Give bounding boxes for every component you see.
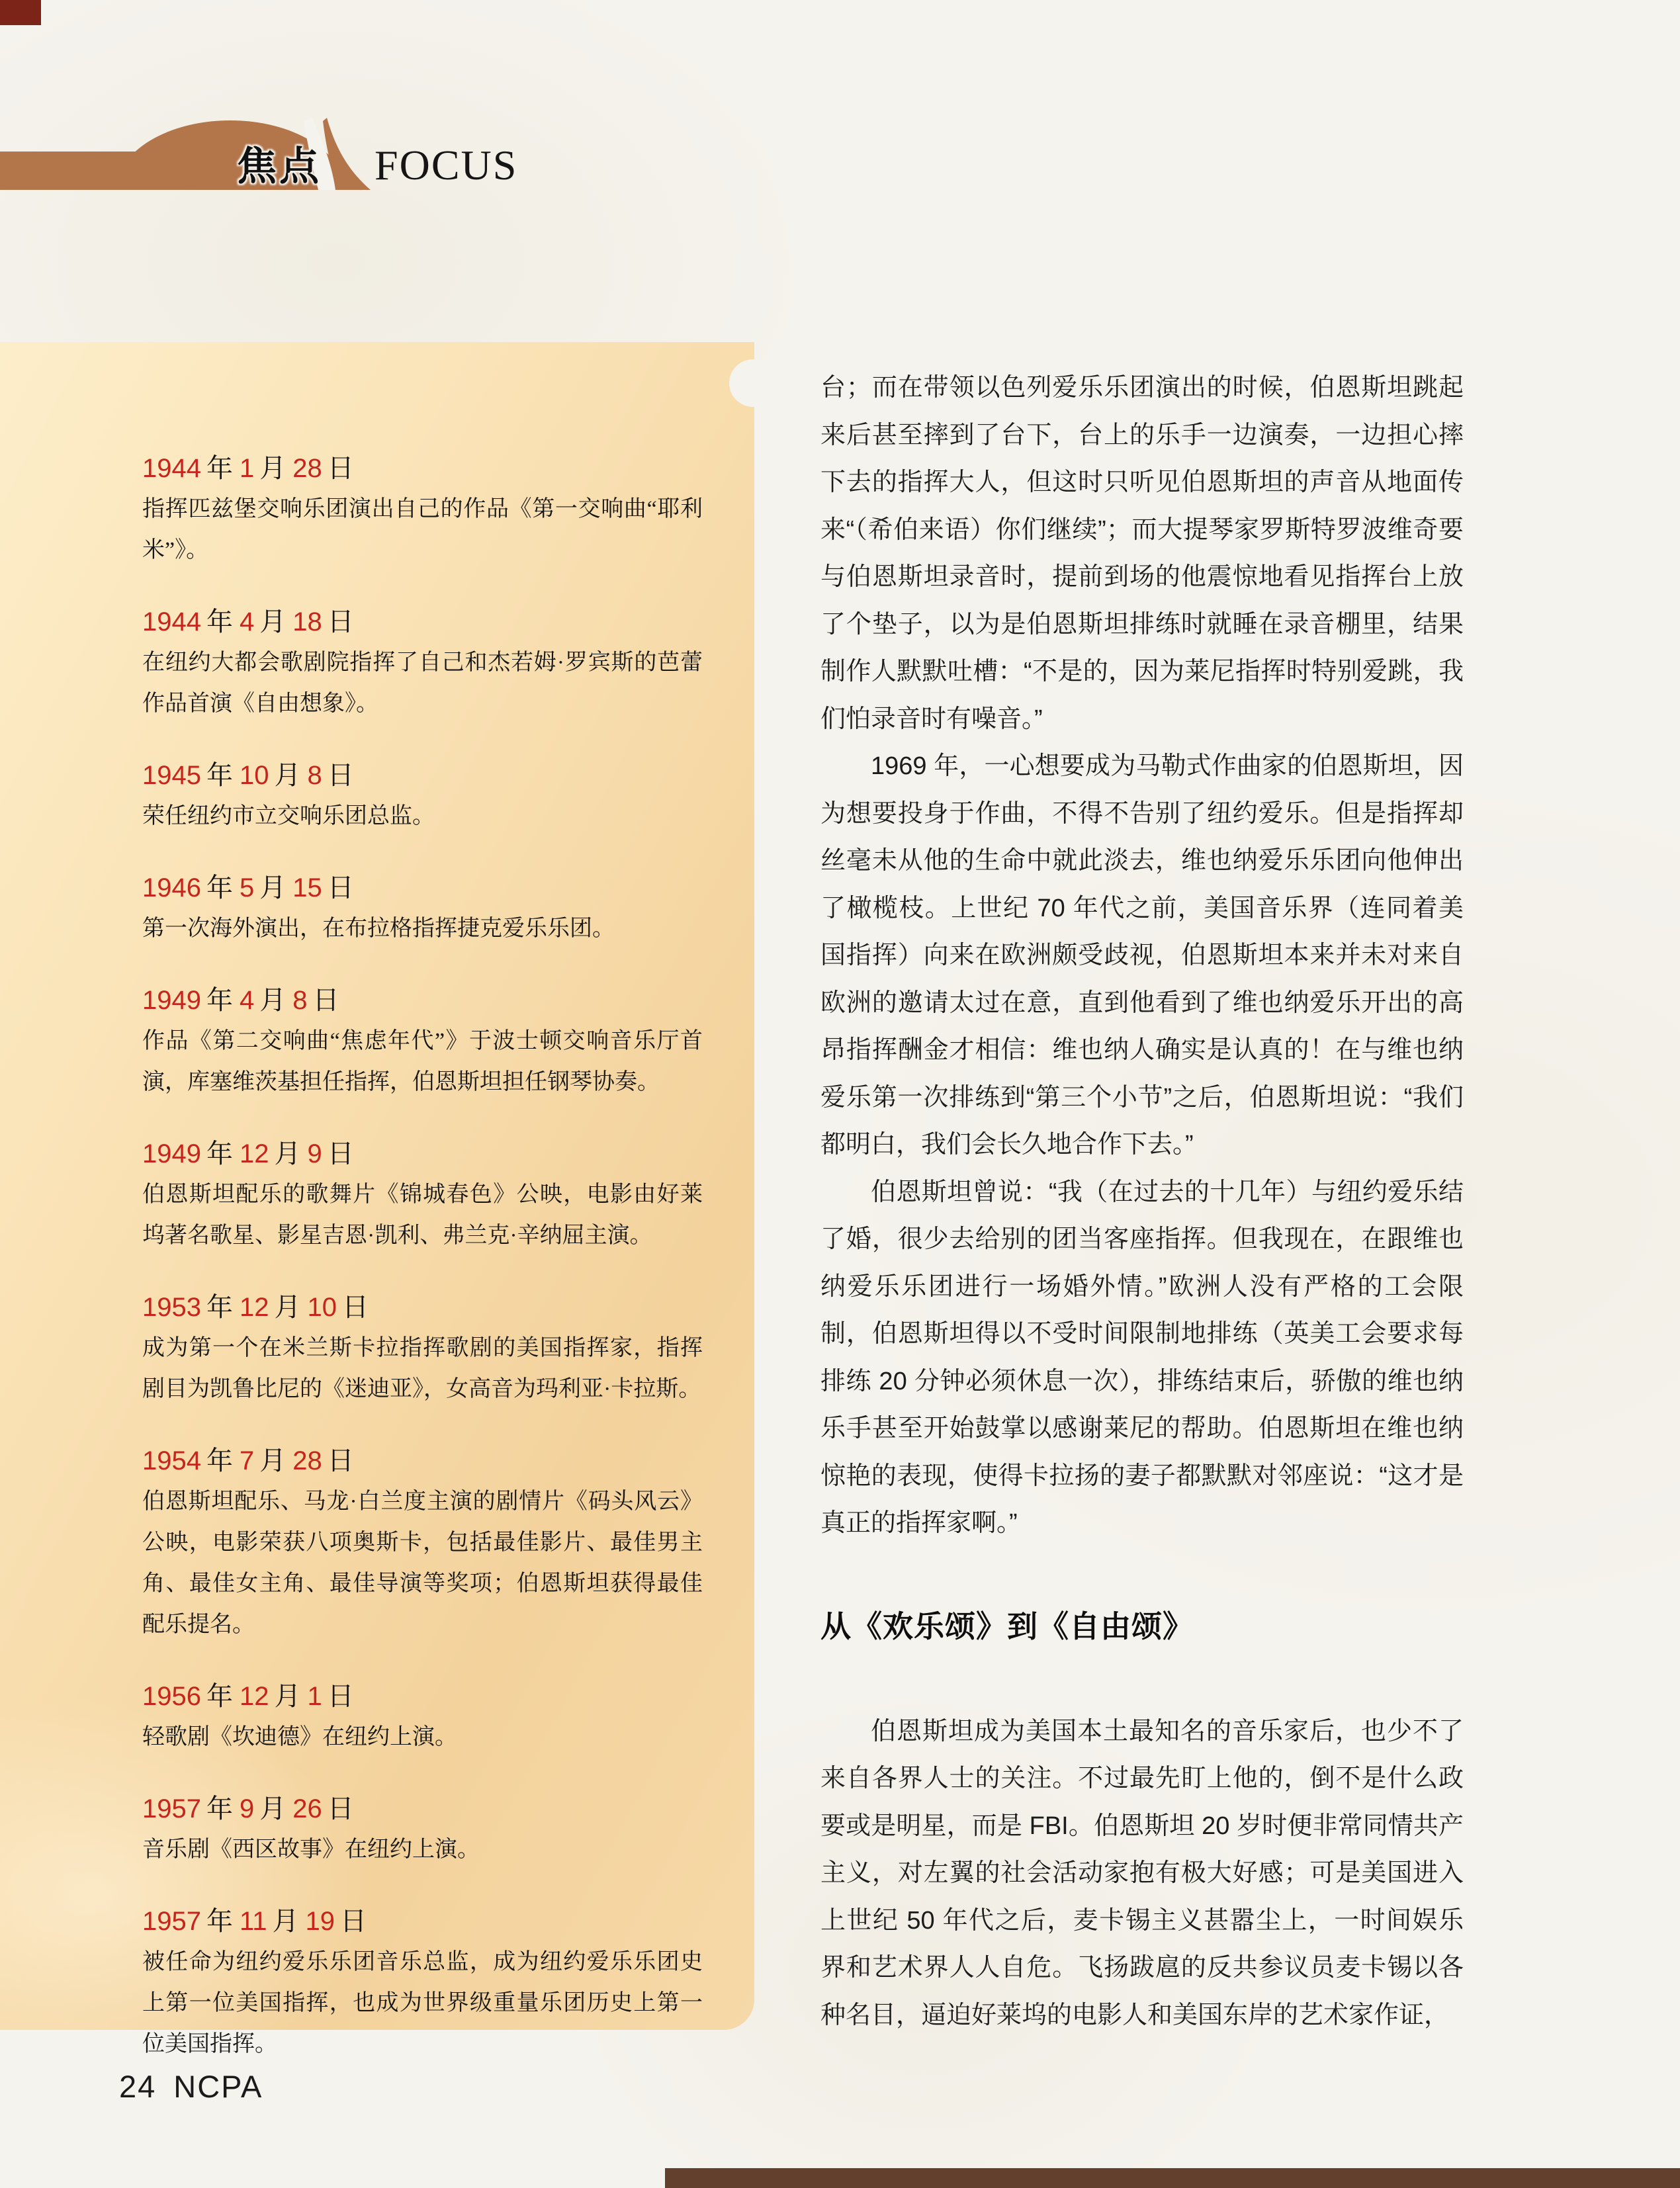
date-segment: 12 bbox=[239, 1293, 269, 1322]
date-segment: 1 bbox=[239, 454, 255, 483]
date-segment: 日 bbox=[341, 1293, 369, 1322]
page-number: 24 bbox=[119, 2069, 157, 2104]
date-segment: 9 bbox=[239, 1794, 255, 1823]
date-segment: 日 bbox=[327, 873, 354, 902]
timeline-entry bbox=[142, 448, 703, 571]
date-segment: 日 bbox=[327, 761, 354, 790]
date-segment: 8 bbox=[292, 986, 308, 1015]
date-segment: 年 bbox=[206, 986, 233, 1015]
date-segment: 月 bbox=[259, 873, 287, 902]
date-segment: 7 bbox=[239, 1446, 255, 1475]
entry-date bbox=[142, 755, 703, 796]
timeline-entry bbox=[142, 755, 703, 837]
entry-text: 被任命为纽约爱乐乐团音乐总监，成为纽约爱乐乐团史上第一位美国指挥，也成为世界级重量乐团历史上第一位美国指挥。 bbox=[142, 1950, 703, 2056]
date-segment: 月 bbox=[274, 1139, 301, 1168]
date-segment: 年 bbox=[206, 761, 233, 790]
date-segment: 月 bbox=[274, 1682, 301, 1711]
date-segment: 12 bbox=[239, 1682, 269, 1711]
timeline-entry bbox=[142, 1287, 703, 1410]
date-segment: 月 bbox=[274, 1293, 301, 1322]
timeline-entry bbox=[142, 1133, 703, 1256]
date-segment: 8 bbox=[307, 761, 322, 790]
date-segment: 1949 bbox=[142, 1139, 201, 1168]
date-segment: 年 bbox=[206, 607, 233, 636]
entry-date bbox=[142, 1440, 703, 1481]
date-segment: 1956 bbox=[142, 1682, 201, 1711]
date-segment: 年 bbox=[206, 1794, 233, 1823]
article-paragraph: 台；而在带领以色列爱乐乐团演出的时候，伯恩斯坦跳起来后甚至摔到了台下，台上的乐手一边演奏，一边担心摔下去的指挥大人，但这时只听见伯恩斯坦的声音从地面传来“（希伯来语）你们继续”；而大提琴家罗斯特罗波维奇要与伯恩斯坦录音时，提前到场的他震惊地看见指挥台上放了个垫子，以为是伯恩斯坦排练时就睡在录音棚里，结果制作人默默吐槽：“不是的，因为莱尼指挥时特别爱跳，我们怕录音时有噪音。” bbox=[820, 374, 1464, 733]
date-segment: 1945 bbox=[142, 761, 201, 790]
date-segment: 5 bbox=[239, 873, 255, 902]
date-segment: 1 bbox=[307, 1682, 322, 1711]
timeline-entry bbox=[142, 867, 703, 949]
date-segment: 11 bbox=[239, 1907, 267, 1936]
date-segment: 年 bbox=[206, 1682, 233, 1711]
date-segment: 日 bbox=[327, 454, 354, 483]
timeline-entry bbox=[142, 1440, 703, 1645]
entry-text: 作品《第二交响曲“焦虑年代”》于波士顿交响音乐厅首演，库塞维茨基担任指挥，伯恩斯坦担任钢琴协奏。 bbox=[142, 1029, 703, 1094]
entry-text: 成为第一个在米兰斯卡拉指挥歌剧的美国指挥家，指挥剧目为凯鲁比尼的《迷迪亚》，女高音为玛利亚·卡拉斯。 bbox=[142, 1336, 703, 1401]
date-segment: 1954 bbox=[142, 1446, 201, 1475]
corner-mark bbox=[0, 0, 41, 25]
entry-date bbox=[142, 867, 703, 908]
page-footer bbox=[119, 2068, 263, 2105]
article-paragraph: 伯恩斯坦成为美国本土最知名的音乐家后，也少不了来自各界人士的关注。不过最先盯上他的，倒不是什么政要或是明星，而是 FBI。伯恩斯坦 20 岁时便非常同情共产主义，对左翼的社会活动家抱有极大好感；可是美国进入上世纪 50 年代之后，麦卡锡主义甚嚣尘上，一时间娱乐界和艺术界人人自危。飞扬跋扈的反共参议员麦卡锡以各种名目，逼迫好莱坞的电影人和美国东岸的艺术家作证， bbox=[820, 1717, 1464, 2029]
entry-text: 伯恩斯坦配乐、马龙·白兰度主演的剧情片《码头风云》公映，电影荣获八项奥斯卡，包括最佳影片、最佳男主角、最佳女主角、最佳导演等奖项；伯恩斯坦获得最佳配乐提名。 bbox=[142, 1489, 703, 1637]
entry-date bbox=[142, 980, 703, 1021]
entry-date bbox=[142, 1676, 703, 1717]
date-segment: 1946 bbox=[142, 873, 201, 902]
date-segment: 1949 bbox=[142, 986, 201, 1015]
entry-date bbox=[142, 1133, 703, 1174]
date-segment: 日 bbox=[312, 986, 339, 1015]
date-segment: 月 bbox=[274, 761, 301, 790]
date-segment: 日 bbox=[327, 607, 354, 636]
timeline-list bbox=[142, 448, 703, 2065]
article-heading: 从《欢乐颂》到《自由颂》 bbox=[820, 1608, 1194, 1643]
date-segment: 9 bbox=[307, 1139, 322, 1168]
entry-date bbox=[142, 1901, 703, 1942]
brand-label: NCPA bbox=[173, 2069, 263, 2104]
date-segment: 15 bbox=[292, 873, 322, 902]
date-segment: 12 bbox=[239, 1139, 269, 1168]
panel-notch bbox=[729, 359, 777, 407]
entry-date bbox=[142, 1788, 703, 1829]
timeline-entry bbox=[142, 601, 703, 724]
date-segment: 月 bbox=[259, 986, 287, 1015]
date-segment: 月 bbox=[259, 454, 287, 483]
date-segment: 26 bbox=[292, 1794, 322, 1823]
date-segment: 日 bbox=[327, 1139, 354, 1168]
date-segment: 10 bbox=[307, 1293, 337, 1322]
section-tag-cn: 焦点 bbox=[237, 144, 322, 189]
timeline-entry bbox=[142, 1788, 703, 1870]
timeline-entry bbox=[142, 1676, 703, 1758]
date-segment: 年 bbox=[206, 1293, 233, 1322]
date-segment: 1953 bbox=[142, 1293, 201, 1322]
entry-date bbox=[142, 448, 703, 489]
date-segment: 日 bbox=[340, 1907, 367, 1936]
date-segment: 年 bbox=[206, 454, 233, 483]
entry-text: 指挥匹兹堡交响乐团演出自己的作品《第一交响曲“耶利米”》。 bbox=[142, 497, 703, 562]
entry-text: 荣任纽约市立交响乐团总监。 bbox=[142, 804, 435, 828]
date-segment: 日 bbox=[327, 1682, 354, 1711]
date-segment: 10 bbox=[239, 761, 269, 790]
date-segment: 年 bbox=[206, 873, 233, 902]
entry-text: 轻歌剧《坎迪德》在纽约上演。 bbox=[142, 1725, 457, 1749]
timeline-panel bbox=[0, 342, 754, 2056]
date-segment: 年 bbox=[206, 1907, 233, 1936]
article-column bbox=[820, 365, 1464, 2039]
date-segment: 28 bbox=[292, 1446, 322, 1475]
date-segment: 月 bbox=[259, 607, 287, 636]
bottom-accent-bar bbox=[665, 2168, 1680, 2188]
date-segment: 18 bbox=[292, 607, 322, 636]
date-segment: 月 bbox=[272, 1907, 299, 1936]
date-segment: 1944 bbox=[142, 607, 201, 636]
entry-text: 伯恩斯坦配乐的歌舞片《锦城春色》公映，电影由好莱坞著名歌星、影星吉恩·凯利、弗兰克·辛纳屈主演。 bbox=[142, 1182, 703, 1248]
date-segment: 28 bbox=[292, 454, 322, 483]
article-paragraph: 伯恩斯坦曾说：“我（在过去的十几年）与纽约爱乐结了婚，很少去给别的团当客座指挥。但我现在，在跟维也纳爱乐乐团进行一场婚外情。”欧洲人没有严格的工会限制，伯恩斯坦得以不受时间限制地排练（英美工会要求每排练 20 分钟必须休息一次），排练结束后，骄傲的维也纳乐手甚至开始鼓掌以感谢莱尼的帮助。伯恩斯坦在维也纳惊艳的表现，使得卡拉扬的妻子都默默对邻座说：“这才是真正的指挥家啊。” bbox=[820, 1178, 1464, 1537]
article-paragraph: 1969 年，一心想要成为马勒式作曲家的伯恩斯坦，因为想要投身于作曲，不得不告别了纽约爱乐。但是指挥却丝毫未从他的生命中就此淡去，维也纳爱乐乐团向他伸出了橄榄枝。上世纪 70 年代之前，美国音乐界（连同着美国指挥）向来在欧洲颇受歧视，伯恩斯坦本来并未对来自欧洲的邀请太过在意，直到他看到了维也纳爱乐开出的高昂指挥酬金才相信：维也纳人确实是认真的！在与维也纳爱乐第一次排练到“第三个小节”之后，伯恩斯坦说：“我们都明白，我们会长久地合作下去。” bbox=[820, 752, 1464, 1159]
date-segment: 年 bbox=[206, 1446, 233, 1475]
timeline-entry bbox=[142, 980, 703, 1103]
entry-text: 第一次海外演出，在布拉格指挥捷克爱乐乐团。 bbox=[142, 916, 615, 941]
date-segment: 年 bbox=[206, 1139, 233, 1168]
entry-date bbox=[142, 1287, 703, 1328]
date-segment: 1944 bbox=[142, 454, 201, 483]
date-segment: 月 bbox=[259, 1446, 287, 1475]
entry-date bbox=[142, 601, 703, 642]
entry-text: 音乐剧《西区故事》在纽约上演。 bbox=[142, 1837, 480, 1862]
timeline-entry bbox=[142, 1901, 703, 2065]
date-segment: 19 bbox=[305, 1907, 335, 1936]
date-segment: 月 bbox=[259, 1794, 287, 1823]
date-segment: 4 bbox=[239, 607, 255, 636]
date-segment: 1957 bbox=[142, 1907, 201, 1936]
date-segment: 4 bbox=[239, 986, 255, 1015]
section-tag-en: FOCUS bbox=[375, 142, 518, 189]
date-segment: 日 bbox=[327, 1794, 354, 1823]
date-segment: 1957 bbox=[142, 1794, 201, 1823]
entry-text: 在纽约大都会歌剧院指挥了自己和杰若姆·罗宾斯的芭蕾作品首演《自由想象》。 bbox=[142, 650, 703, 716]
date-segment: 日 bbox=[327, 1446, 354, 1475]
